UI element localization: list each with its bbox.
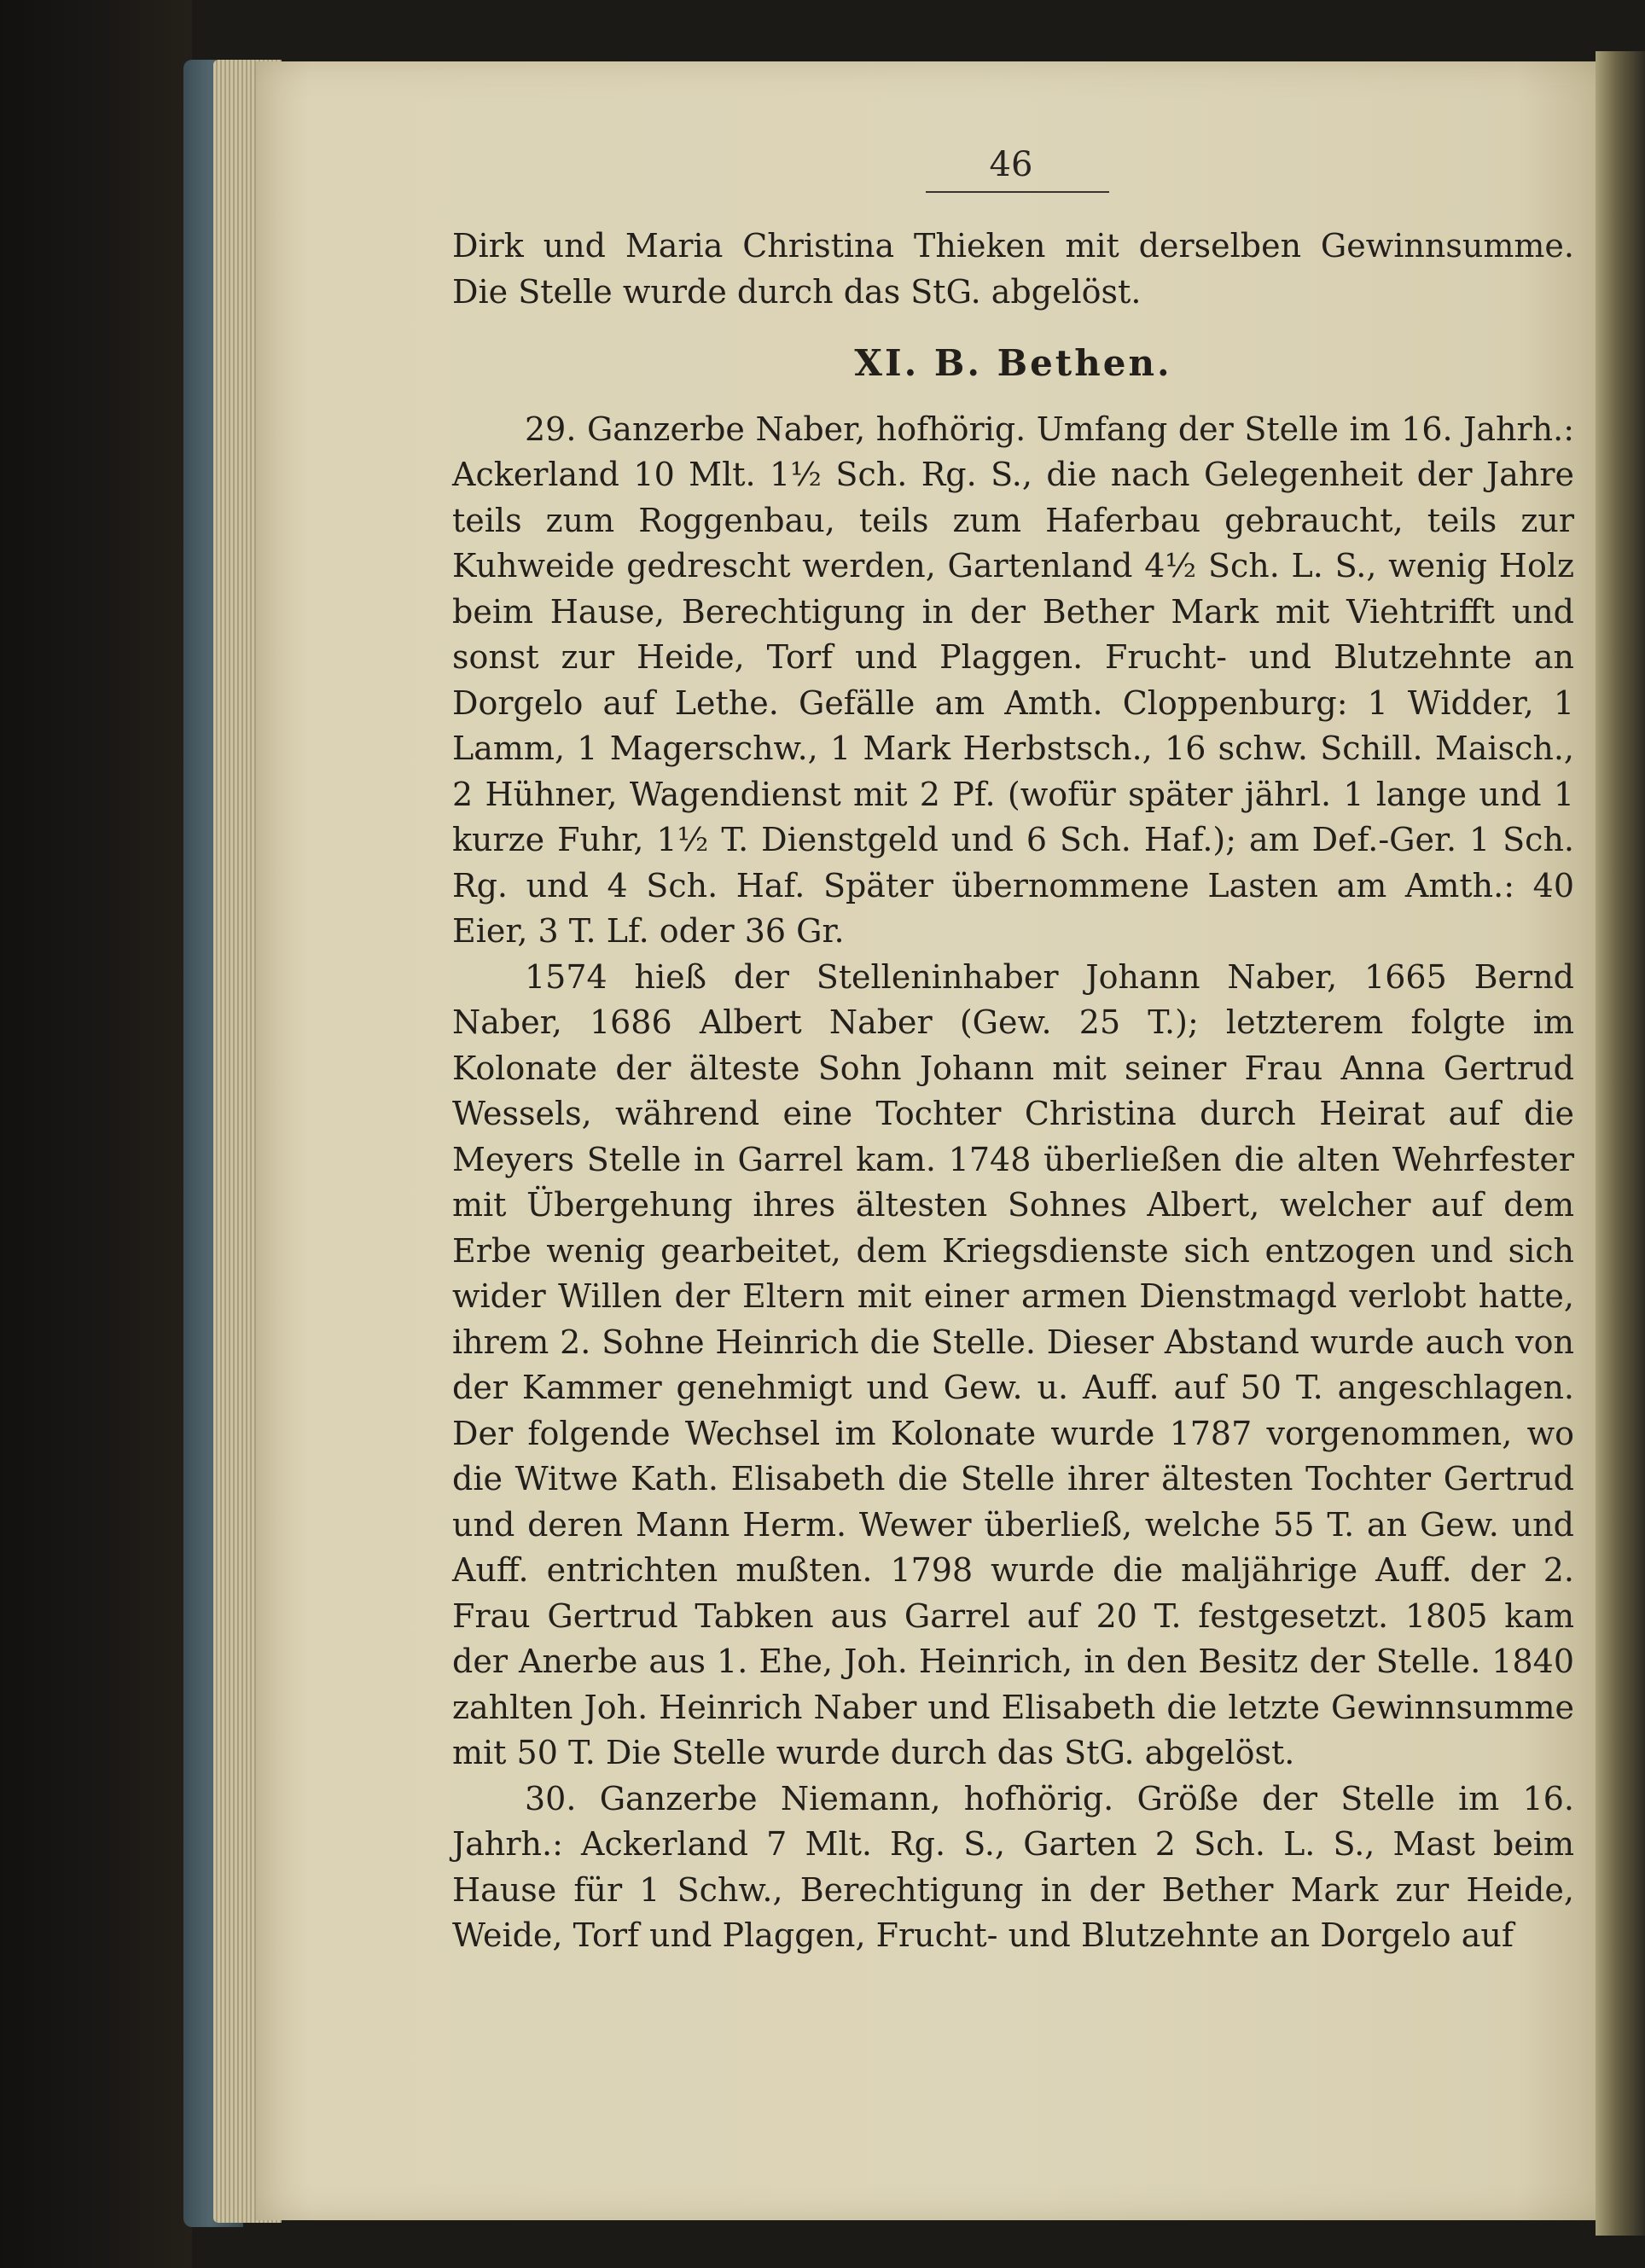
paragraph-continuation: Dirk und Maria Christina Thieken mit derselben Gewinnsumme. Die Stelle wurde durch das StG. abgelöst.: [452, 227, 1574, 311]
dark-background: [0, 0, 192, 2268]
section-heading: XI. B. Bethen.: [854, 342, 1172, 384]
header-rule: [926, 191, 1109, 193]
text-body: [452, 224, 1574, 1959]
paragraph-entry-30: 30. Ganzerbe Niemann, hofhörig. Größe der Stelle im 16. Jahrh.: Ackerland 7 Mlt. Rg. S., Garten 2 Sch. L. S., Mast beim Hause für 1 Schw., Berechtigung in der Bether Mark zur Heide, Weide, Torf und Plaggen, Frucht- und Blutzehnte an Dorgelo auf: [452, 1779, 1574, 1954]
paragraph-entry-29: 29. Ganzerbe Naber, hofhörig. Umfang der Stelle im 16. Jahrh.: Ackerland 10 Mlt. 1½ Sch. Rg. S., die nach Gelegenheit der Jahre teils zum Roggenbau, teils zum Haferbau gebraucht, teils zur Kuhweide gedrescht werden, Gartenland 4½ Sch. L. S., wenig Holz beim Hause, Berechtigung in der Bether Mark mit Viehtrifft und sonst zur Heide, Torf und Plaggen. Frucht- und Blutzehnte an Dorgelo auf Lethe. Gefälle am Amth. Cloppenburg: 1 Widder, 1 Lamm, 1 Magerschw., 1 Mark Herbstsch., 16 schw. Schill. Maisch., 2 Hühner, Wagendienst mit 2 Pf. (wofür später jährl. 1 lange und 1 kurze Fuhr, 1½ T. Dienstgeld und 6 Sch. Haf.); am Def.-Ger. 1 Sch. Rg. und 4 Sch. Haf. Später übernommene Lasten am Amth.: 40 Eier, 3 T. Lf. oder 36 Gr.: [452, 410, 1574, 950]
paragraph-history-naber: 1574 hieß der Stelleninhaber Johann Naber, 1665 Bernd Naber, 1686 Albert Naber (Gew. 25 T.); letzterem folgte im Kolonate der älteste Sohn Johann mit seiner Frau Anna Gertrud Wessels, während eine Tochter Christina durch Heirat auf die Meyers Stelle in Garrel kam. 1748 überließen die alten Wehrfester mit Übergehung ihres ältesten Sohnes Albert, welcher auf dem Erbe wenig gearbeitet, dem Kriegsdienste sich entzogen und sich wider Willen der Eltern mit einer armen Dienstmagd verlobt hatte, ihrem 2. Sohne Heinrich die Stelle. Dieser Abstand wurde auch von der Kammer genehmigt und Gew. u. Auff. auf 50 T. angeschlagen. Der folgende Wechsel im Kolonate wurde 1787 vorgenommen, wo die Witwe Kath. Elisabeth die Stelle ihrer ältesten Tochter Gertrud und deren Mann Herm. Wewer überließ, welche 55 T. an Gew. und Auff. entrichten mußten. 1798 wurde die maljährige Auff. der 2. Frau Gertrud Tabken aus Garrel auf 20 T. festgesetzt. 1805 kam der Anerbe aus 1. Ehe, Joh. Heinrich, in den Besitz der Stelle. 1840 zahlten Joh. Heinrich Naber und Elisabeth die letzte Gewinnsumme mit 50 T. Die Stelle wurde durch das StG. abgelöst.: [452, 957, 1574, 1771]
gutter-shadow: [1596, 51, 1645, 2236]
page-number: 46: [989, 145, 1033, 184]
